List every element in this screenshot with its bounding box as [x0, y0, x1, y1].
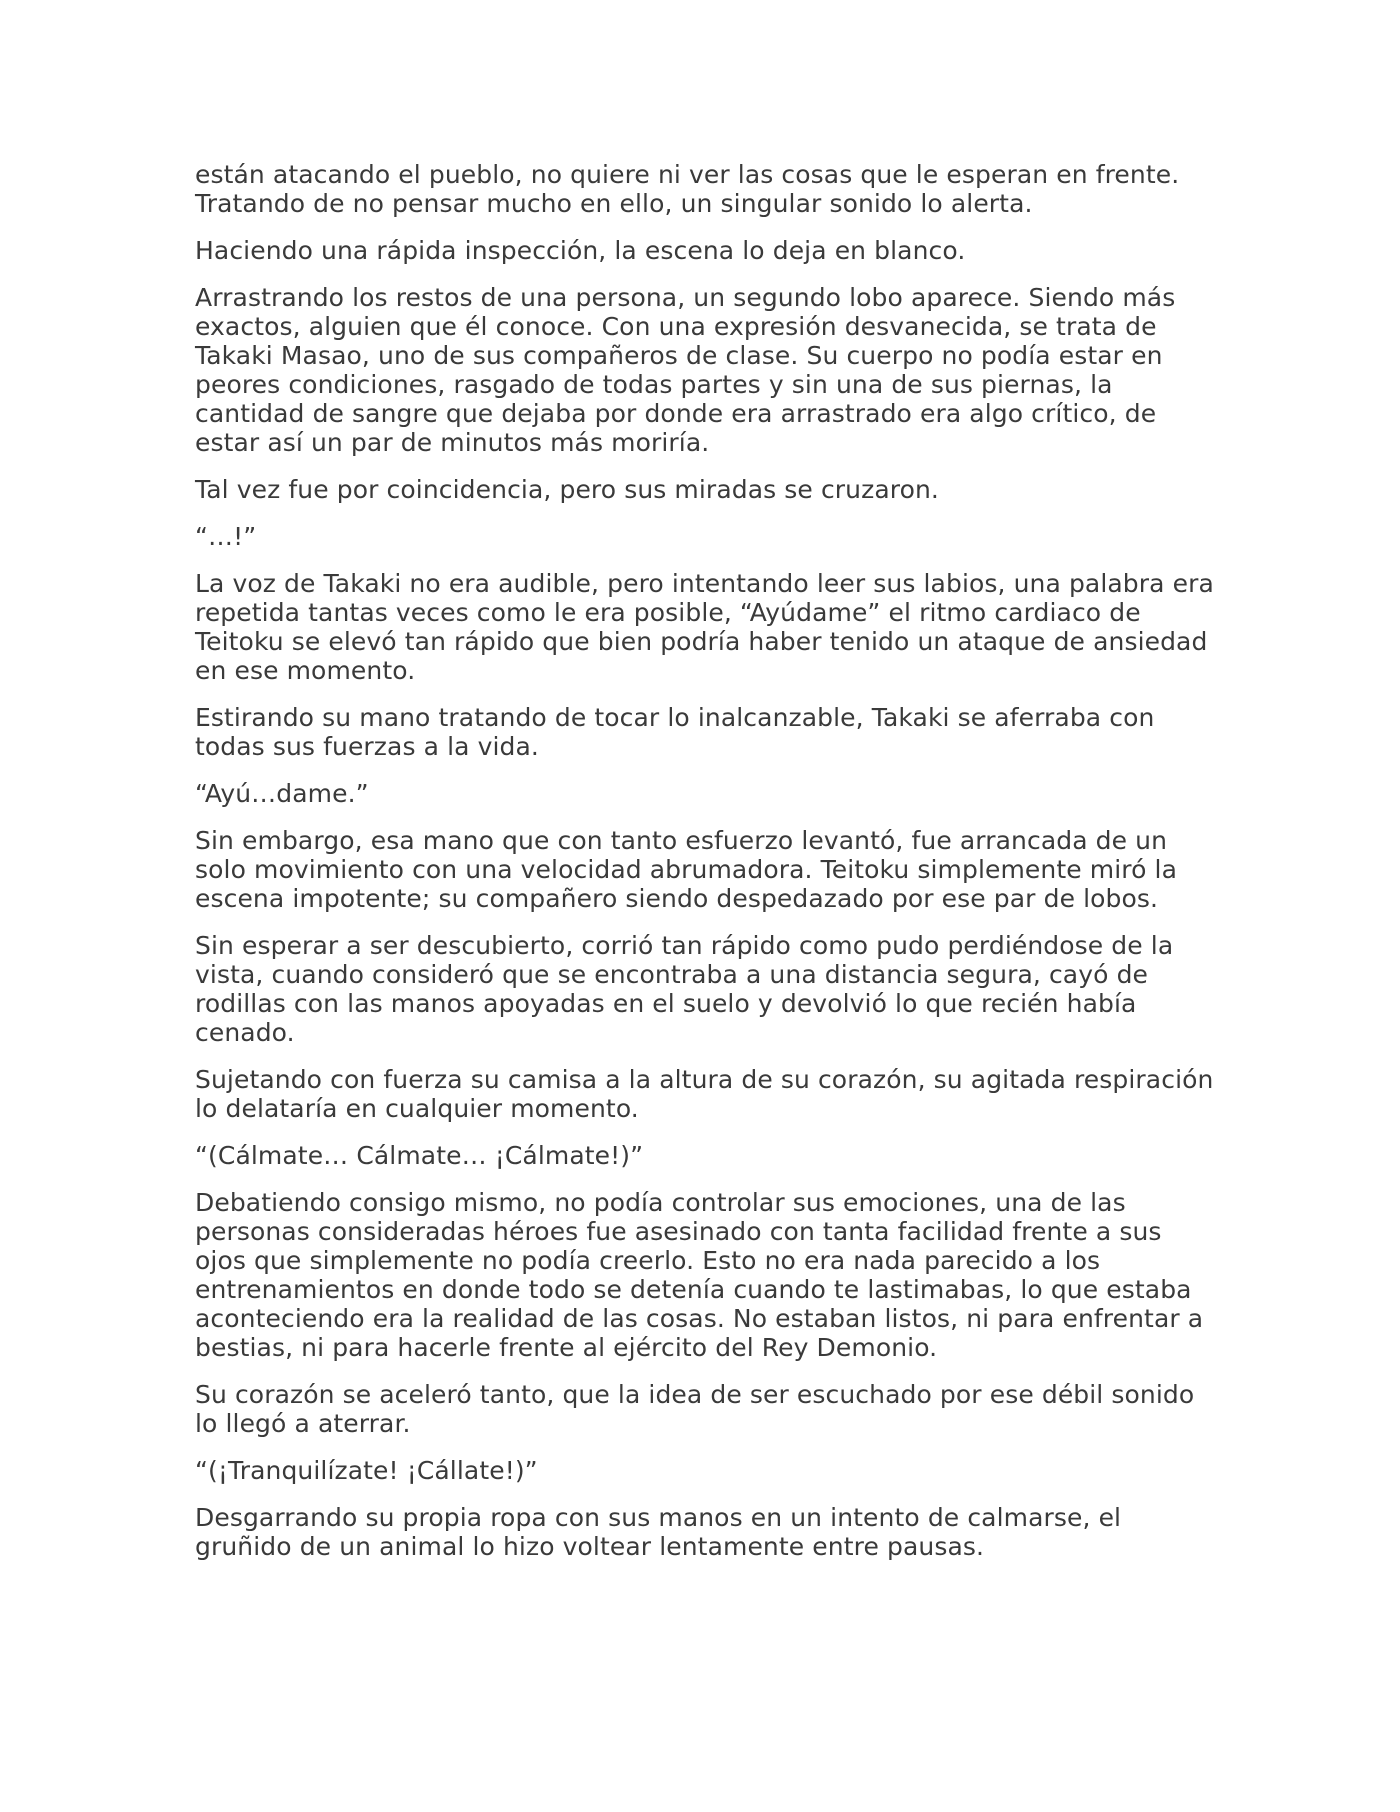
dialogue-line: “(¡Tranquilízate! ¡Cállate!)”	[195, 1456, 538, 1485]
paragraph: Estirando su mano tratando de tocar lo inalcanzable, Takaki se aferraba con todas sus fuerzas a la vida.	[195, 703, 1155, 761]
paragraph: Sujetando con fuerza su camisa a la altura de su corazón, su agitada respiración lo delataría en cualquier momento.	[195, 1065, 1214, 1123]
paragraph: Debatiendo consigo mismo, no podía controlar sus emociones, una de las personas consideradas héroes fue asesinado con tanta facilidad frente a sus ojos que simplemente no podía creerlo. Esto no era nada parecido a los entrenamientos en donde todo se detenía cuando te lastimabas, lo que estaba aconteciendo era la realidad de las cosas. No estaban listos, ni para enfrentar a bestias, ni para hacerle frente al ejército del Rey Demonio.	[195, 1188, 1204, 1362]
paragraph: Desgarrando su propia ropa con sus manos en un intento de calmarse, el gruñido de un animal lo hizo voltear lentamente entre pausas.	[195, 1503, 1122, 1561]
paragraph: Sin esperar a ser descubierto, corrió tan rápido como pudo perdiéndose de la vista, cuando consideró que se encontraba a una distancia segura, cayó de rodillas con las manos apoyadas en el suelo y devolvió lo que recién había cenado.	[195, 931, 1174, 1047]
dialogue-line: “Ayú…dame.”	[195, 779, 369, 808]
dialogue-line: “…!”	[195, 522, 257, 551]
paragraph: Sin embargo, esa mano que con tanto esfuerzo levantó, fue arrancada de un solo movimiento con una velocidad abrumadora. Teitoku simplemente miró la escena impotente; su compañero siendo despedazado por ese par de lobos.	[195, 826, 1178, 913]
paragraph: Tal vez fue por coincidencia, pero sus miradas se cruzaron.	[195, 475, 939, 504]
paragraph: Arrastrando los restos de una persona, un segundo lobo aparece. Siendo más exactos, alguien que él conoce. Con una expresión desvanecida, se trata de Takaki Masao, uno de sus compañeros de clase. Su cuerpo no podía estar en peores condiciones, rasgado de todas partes y sin una de sus piernas, la cantidad de sangre que dejaba por donde era arrastrado era algo crítico, de estar así un par de minutos más moriría.	[195, 283, 1176, 457]
paragraph: Haciendo una rápida inspección, la escena lo deja en blanco.	[195, 236, 966, 265]
paragraph: Su corazón se aceleró tanto, que la idea de ser escuchado por ese débil sonido lo llegó a aterrar.	[195, 1380, 1195, 1438]
paragraph: están atacando el pueblo, no quiere ni ver las cosas que le esperan en frente. Tratando de no pensar mucho en ello, un singular sonido lo alerta.	[195, 160, 1180, 218]
dialogue-line: “(Cálmate… Cálmate… ¡Cálmate!)”	[195, 1141, 644, 1170]
paragraph: La voz de Takaki no era audible, pero intentando leer sus labios, una palabra era repetida tantas veces como le era posible, “Ayúdame” el ritmo cardiaco de Teitoku se elevó tan rápido que bien podría haber tenido un ataque de ansiedad en ese momento.	[195, 569, 1214, 685]
document-body	[195, 160, 1215, 1579]
